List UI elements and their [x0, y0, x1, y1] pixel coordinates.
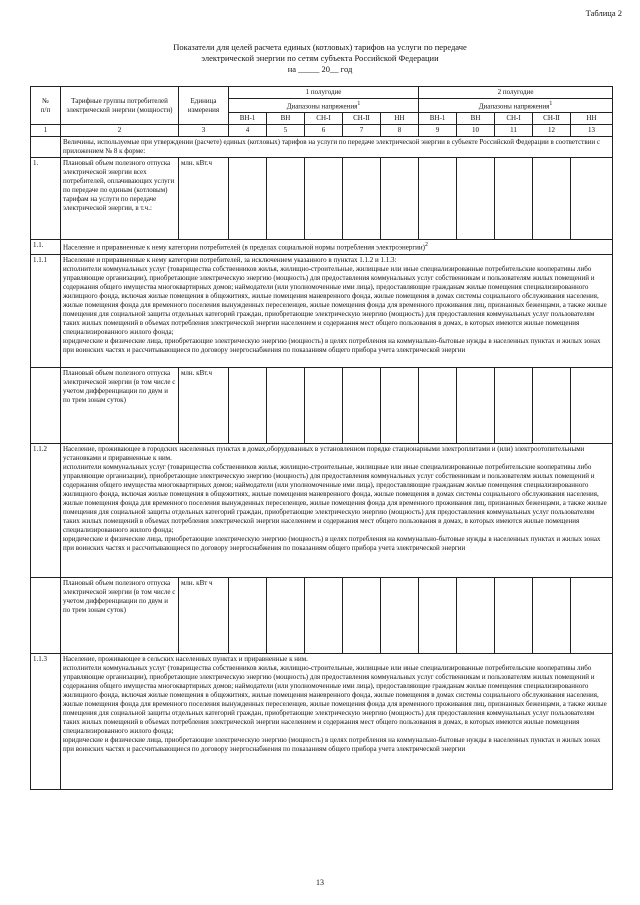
- plan-num-cell: [31, 367, 61, 443]
- col-number: 4: [229, 125, 267, 137]
- col-number: 10: [457, 125, 495, 137]
- header-ranges-1: [229, 99, 419, 113]
- row-1-1-1-num: 1.1.1: [31, 254, 61, 367]
- value-cell[interactable]: [495, 158, 533, 240]
- plan-volume-a-unit: млн. кВт.ч: [179, 367, 229, 443]
- plan-volume-a-text: Плановый объем полезного отпуска электрической энергии (в том числе с учетом дифференциации по двум и по трем зонам суток): [61, 367, 179, 443]
- table-label: Таблица 2: [585, 8, 622, 18]
- level-header: СН-I: [495, 113, 533, 125]
- level-header: ВН-1: [229, 113, 267, 125]
- value-cell[interactable]: [267, 158, 305, 240]
- level-header: НН: [571, 113, 613, 125]
- col-number: 9: [419, 125, 457, 137]
- ranges-label: Диапазоны напряжения: [286, 102, 358, 111]
- value-cell[interactable]: [457, 367, 495, 443]
- row-1-1-3-num: 1.1.3: [31, 653, 61, 789]
- plan-num-cell: [31, 577, 61, 653]
- value-cell[interactable]: [419, 367, 457, 443]
- value-cell[interactable]: [229, 158, 267, 240]
- value-cell[interactable]: [381, 367, 419, 443]
- tariff-table: [30, 86, 613, 790]
- header-group: Тарифные группы потребителей электрической энергии (мощности): [61, 87, 179, 125]
- level-header: ВН-1: [419, 113, 457, 125]
- value-cell[interactable]: [267, 577, 305, 653]
- row-1-1-1-text: Население и приравненные к нему категории потребителей, за исключением указанного в пунктах 1.1.2 и 1.1.3: исполнители коммунальных услуг (товарищества собственников жилья, жилищно-строительные, жилищные или иные специализированные потребительские кооперативы либо управляющие организации), приобретающие электрическую энергию (мощность) для предоставления коммунальных услуг собственникам и пользователям жилых помещений и содержания общего имущества многоквартирных домов; наймодатели (или уполномоченные ими лица), предоставляющие гражданам жилые помещения специализированного жилищного фонда, включая жилые помещения в общежитиях, жилые помещения маневренного фонда, жилые помещения в домах системы социального обслуживания населения, жилые помещения фонда для временного поселения вынужденных переселенцев, жилые помещения фонда для временного проживания лиц, признанных беженцами, а также жилые помещения для социальной защиты отдельных категорий граждан, приобретающие электрическую энергию (мощность) для предоставления коммунальных услуг пользователям таких жилых помещений в объемах потребления электрической энергии населением и содержания мест общего пользования в домах, в которых имеются жилые помещения специализированного жилого фонда; юридические и физические лица, приобретающие электрическую энергию (мощность) в целях потребления на коммунально-бытовые нужды в населенных пунктах и жилых зонах при воинских частях и рассчитывающиеся по договору энергоснабжения по показаниям общего прибора учета электрической энергии: [61, 254, 613, 367]
- value-cell[interactable]: [457, 158, 495, 240]
- value-cell[interactable]: [381, 577, 419, 653]
- col-number: 12: [533, 125, 571, 137]
- col-number: 8: [381, 125, 419, 137]
- value-cell[interactable]: [229, 367, 267, 443]
- row-1-1-num: 1.1.: [31, 240, 61, 254]
- level-header: ВН: [267, 113, 305, 125]
- value-cell[interactable]: [343, 367, 381, 443]
- level-header: СН-I: [305, 113, 343, 125]
- page-title: [0, 42, 640, 75]
- header-half-2: 2 полугодие: [419, 87, 613, 99]
- row-1-num: 1.: [31, 158, 61, 240]
- col-number: 5: [267, 125, 305, 137]
- plan-volume-b-text: Плановый объем полезного отпуска электрической энергии (в том числе с учетом дифференциации по двум и по трем зонам суток): [61, 577, 179, 653]
- title-line-3: на _____ 20__ год: [287, 64, 353, 74]
- col-number: 1: [31, 125, 61, 137]
- value-cell[interactable]: [457, 577, 495, 653]
- col-number: 6: [305, 125, 343, 137]
- col-number: 11: [495, 125, 533, 137]
- col-number: 13: [571, 125, 613, 137]
- value-cell[interactable]: [495, 367, 533, 443]
- header-half-1: 1 полугодие: [229, 87, 419, 99]
- title-line-2: электрической энергии по сетям субъекта Российской Федерации: [201, 53, 439, 63]
- value-cell[interactable]: [343, 158, 381, 240]
- level-header: СН-II: [343, 113, 381, 125]
- page-number: 13: [316, 878, 324, 887]
- value-cell[interactable]: [533, 367, 571, 443]
- value-cell[interactable]: [495, 577, 533, 653]
- value-cell[interactable]: [419, 158, 457, 240]
- title-line-1: Показатели для целей расчета единых (котловых) тарифов на услуги по передаче: [173, 42, 467, 52]
- value-cell[interactable]: [305, 158, 343, 240]
- value-cell[interactable]: [571, 158, 613, 240]
- plan-volume-b-unit: млн. кВт ч: [179, 577, 229, 653]
- ranges-footnote: 1: [357, 101, 361, 107]
- ranges-footnote: 1: [549, 101, 553, 107]
- row-1-1-footnote: 2: [425, 242, 428, 249]
- value-cell[interactable]: [381, 158, 419, 240]
- col-number: 3: [179, 125, 229, 137]
- col-number: 7: [343, 125, 381, 137]
- level-header: ВН: [457, 113, 495, 125]
- value-cell[interactable]: [305, 367, 343, 443]
- row-1-text: Плановый объем полезного отпуска электрической энергии всех потребителей, оплачивающих услуги по передаче по единым (котловым) тарифам на услуги по передаче электрической энергии, в т.ч.:: [61, 158, 179, 240]
- header-ranges-2: [419, 99, 613, 113]
- level-header: НН: [381, 113, 419, 125]
- value-cell[interactable]: [533, 577, 571, 653]
- col-number: 2: [61, 125, 179, 137]
- row-1-1-2-text: Население, проживающее в городских населенных пунктах в домах,оборудованных в установленном порядке стационарными электроплитами и (или) электроотопительными установками и приравненные к ним. исполнители коммунальных услуг (товарищества собственников жилья, жилищно-строительные, жилищные или иные специализированные потребительские кооперативы либо управляющие организации), приобретающие электрическую энергию (мощность) для предоставления коммунальных услуг собственникам и пользователям жилых помещений и содержания общего имущества многоквартирных домов; наймодатели (или уполномоченные ими лица), предоставляющие гражданам жилые помещения специализированного жилищного фонда, включая жилые помещения в общежитиях, жилые помещения маневренного фонда, жилые помещения в домах системы социального обслуживания населения, жилые помещения фонда для временного поселения вынужденных переселенцев, жилые помещения фонда для временного проживания лиц, признанных беженцами, а также жилые помещения для социальной защиты отдельных категорий граждан, приобретающие электрическую энергию (мощность) для предоставления коммунальных услуг пользователям таких жилых помещений в объемах потребления электрической энергии населением и содержания мест общего пользования в домах, в которых имеются жилые помещения специализированного жилого фонда; юридические и физические лица, приобретающие электрическую энергию (мощность) в целях потребления на коммунально-бытовые нужды в населенных пунктах и жилых зонах при воинских частях и рассчитывающиеся по договору энергоснабжения по показаниям общего прибора учета электрической энергии: [61, 443, 613, 577]
- level-header: СН-II: [533, 113, 571, 125]
- value-cell[interactable]: [419, 577, 457, 653]
- value-cell[interactable]: [571, 577, 613, 653]
- row-1-unit: млн. кВт.ч: [179, 158, 229, 240]
- intro-text: Величины, используемые при утверждении (расчете) единых (котловых) тарифов на услуги по передаче электрической энергии в субъекте Российской Федерации в соответствии с приложением № 8 к форме:: [61, 137, 613, 158]
- value-cell[interactable]: [533, 158, 571, 240]
- value-cell[interactable]: [305, 577, 343, 653]
- value-cell[interactable]: [267, 367, 305, 443]
- row-1-1-2-num: 1.1.2: [31, 443, 61, 577]
- row-1-1-3-text: Население, проживающее в сельских населенных пунктах и приравненные к ним. исполнители коммунальных услуг (товарищества собственников жилья, жилищно-строительные, жилищные или иные специализированные потребительские кооперативы либо управляющие организации), приобретающие электрическую энергию (мощность) для предоставления коммунальных услуг собственникам и пользователям жилых помещений и содержания общего имущества многоквартирных домов; наймодатели (или уполномоченные ими лица), предоставляющие гражданам жилые помещения специализированного жилищного фонда, включая жилые помещения в общежитиях, жилые помещения маневренного фонда, жилые помещения в домах системы социального обслуживания населения, жилые помещения фонда для временного поселения вынужденных переселенцев, жилые помещения фонда для временного проживания лиц, признанных беженцами, а также жилые помещения для социальной защиты отдельных категорий граждан, приобретающие электрическую энергию (мощность) для предоставления коммунальных услуг пользователям таких жилых помещений в объемах потребления электрической энергии населением и содержания мест общего пользования в домах, в которых имеются жилые помещения специализированного жилого фонда; юридические и физические лица, приобретающие электрическую энергию (мощность) в целях потребления на коммунально-бытовые нужды в населенных пунктах и жилых зонах при воинских частях и рассчитывающиеся по договору энергоснабжения по показаниям общего прибора учета электрической энергии: [61, 653, 613, 789]
- header-num: № п/п: [31, 87, 61, 125]
- value-cell[interactable]: [571, 367, 613, 443]
- header-unit: Единица измерения: [179, 87, 229, 125]
- row-1-1-text: [61, 240, 613, 254]
- row-1-1-label: Население и приравненные к нему категории потребителей (в пределах социальной нормы потребления электроэнергии): [63, 243, 426, 252]
- value-cell[interactable]: [229, 577, 267, 653]
- ranges-label: Диапазоны напряжения: [478, 102, 550, 111]
- intro-num-cell: [31, 137, 61, 158]
- value-cell[interactable]: [343, 577, 381, 653]
